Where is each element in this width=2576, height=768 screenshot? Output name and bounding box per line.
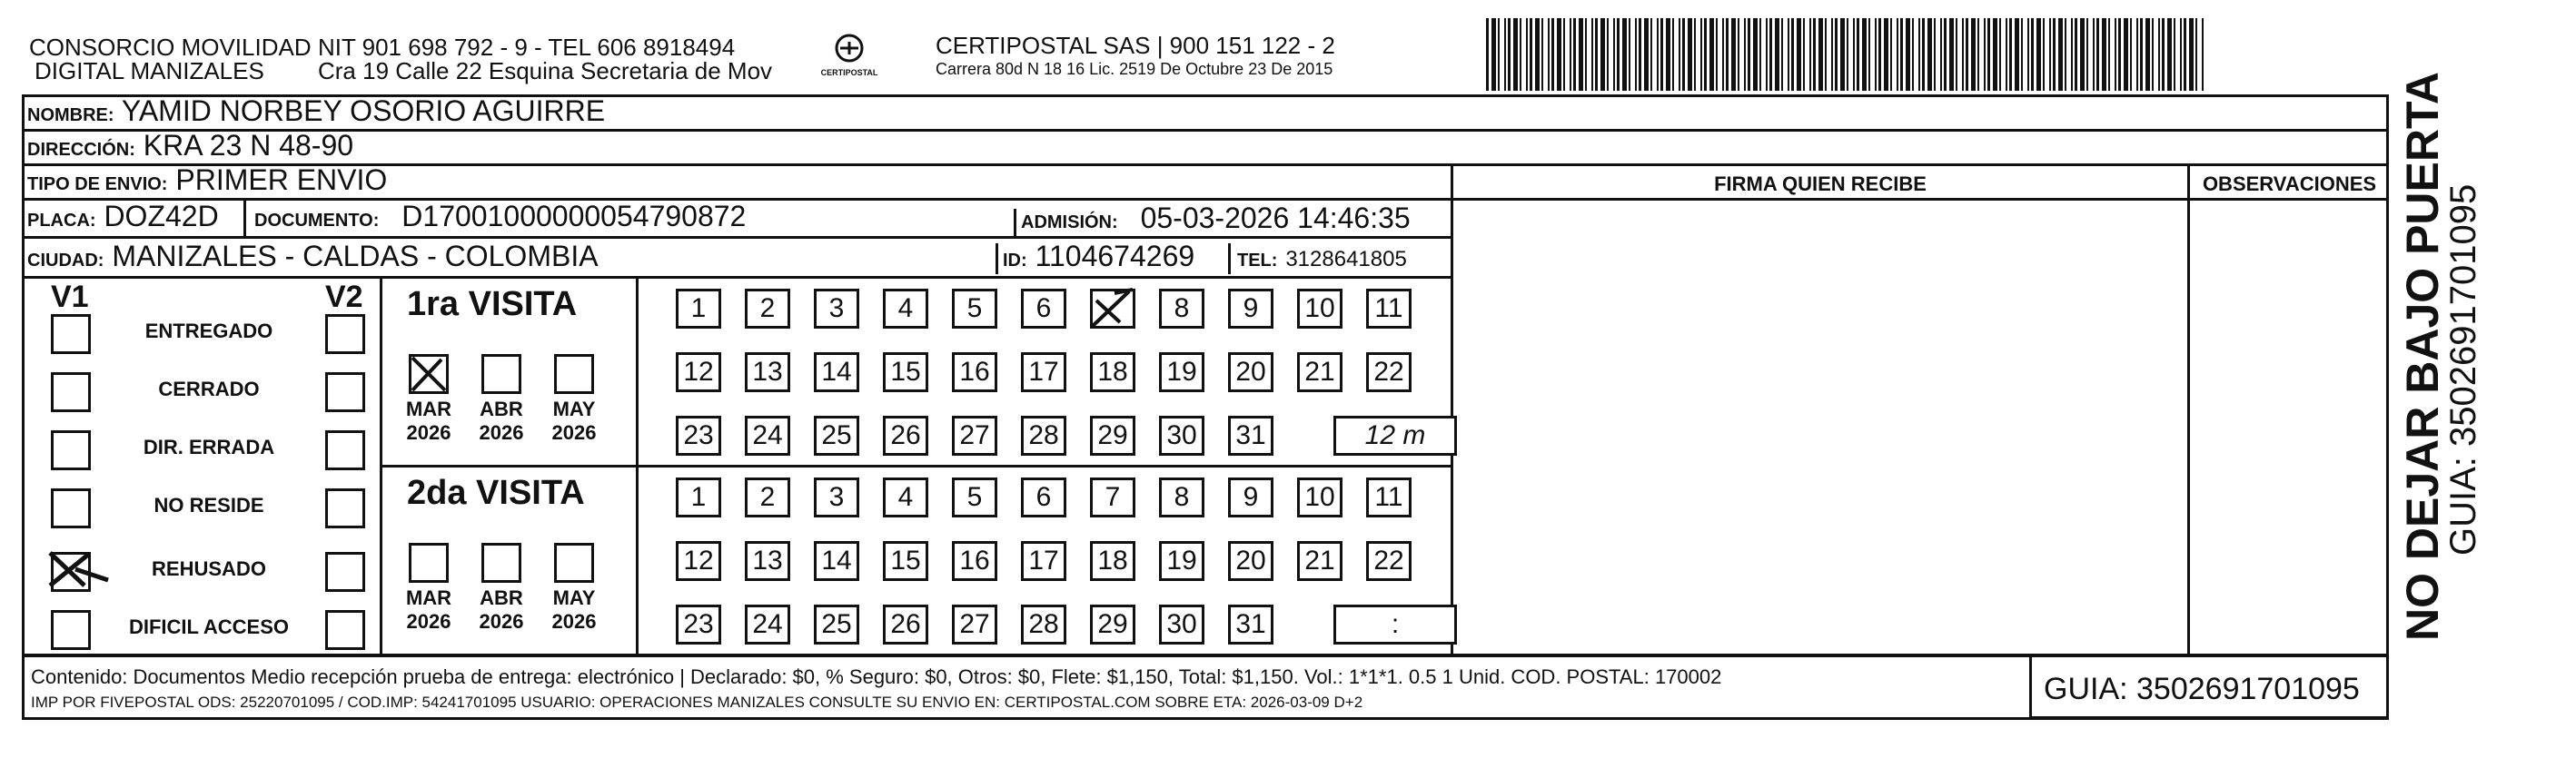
day-box[interactable]: 16 [952, 352, 997, 392]
v1-checkbox[interactable] [51, 372, 91, 412]
day-box[interactable]: 27 [952, 416, 997, 456]
footer-left-line [22, 654, 25, 719]
day-box[interactable]: 17 [1021, 541, 1066, 581]
status-label: ENTREGADO [144, 320, 273, 342]
month-checkbox[interactable] [554, 354, 594, 394]
day-box[interactable]: 2 [745, 289, 790, 329]
day-box[interactable]: 8 [1159, 289, 1204, 329]
tel-value: 3128641805 [1285, 247, 1407, 271]
day-box[interactable]: 22 [1366, 541, 1412, 581]
day-box[interactable]: 24 [745, 605, 790, 645]
company-name-line2: DIGITAL MANIZALES [35, 57, 264, 84]
day-box[interactable]: 29 [1090, 416, 1135, 456]
no-dejar-bajo-puerta: NO DEJAR BAJO PUERTA [2397, 72, 2448, 641]
nombre-value: YAMID NORBEY OSORIO AGUIRRE [121, 94, 606, 127]
day-box[interactable]: 5 [952, 289, 997, 329]
day-box[interactable]: 3 [814, 478, 859, 517]
status-label: DIR. ERRADA [143, 436, 275, 458]
month-label: ABR 2026 [479, 398, 524, 444]
day-box[interactable]: 29 [1090, 605, 1135, 645]
side-guia: GUIA: 3502691701095 [2443, 183, 2483, 556]
ciudad-row [27, 240, 599, 277]
month-checkbox[interactable] [481, 543, 521, 583]
day-box[interactable]: 4 [883, 289, 928, 329]
month-label: MAY 2026 [551, 586, 597, 633]
carrier-line2: Carrera 80d N 18 16 Lic. 2519 De Octubre 23 De 2015 [936, 60, 1333, 78]
placa-row [27, 200, 219, 237]
direccion-row [27, 129, 353, 166]
ciudad-label: CIUDAD: [27, 251, 104, 271]
check-mark-icon [409, 354, 449, 394]
month-checkbox[interactable] [554, 543, 594, 583]
status-label: REHUSADO [152, 557, 266, 580]
day-box[interactable]: 26 [883, 605, 928, 645]
day-box[interactable]: 19 [1159, 352, 1204, 392]
direccion-value: KRA 23 N 48-90 [143, 129, 354, 162]
day-box[interactable]: 16 [952, 541, 997, 581]
day-box[interactable]: 12 [676, 541, 721, 581]
day-box[interactable]: 14 [814, 541, 859, 581]
day-box[interactable]: 11 [1366, 478, 1412, 517]
v1-label: V1 [51, 280, 89, 314]
day-box[interactable]: 18 [1090, 352, 1135, 392]
day-box[interactable]: 7 [1090, 478, 1135, 517]
day-box[interactable]: 6 [1021, 478, 1066, 517]
day-box[interactable]: 18 [1090, 541, 1135, 581]
placa-label: PLACA: [27, 211, 96, 231]
day-box[interactable]: 2 [745, 478, 790, 517]
company-name-line1: CONSORCIO MOVILIDAD [29, 34, 312, 61]
barcode [1486, 18, 2204, 91]
day-box[interactable]: 9 [1228, 478, 1273, 517]
v2-checkbox[interactable] [325, 372, 365, 412]
column-divider [1451, 163, 1453, 655]
placa-value: DOZ42D [104, 200, 219, 232]
tipo-envio-row [27, 163, 387, 201]
day-box[interactable]: 3 [814, 289, 859, 329]
day-box[interactable]: 10 [1297, 289, 1342, 329]
day-box[interactable]: 10 [1297, 478, 1342, 517]
observaciones-header: OBSERVACIONES [2202, 172, 2377, 195]
admision-divider [1014, 209, 1016, 236]
tipo-envio-value: PRIMER ENVIO [175, 163, 388, 196]
month-checkbox[interactable] [409, 354, 449, 394]
firma-header: FIRMA QUIEN RECIBE [1714, 172, 1927, 195]
documento-row [254, 200, 746, 237]
v2-label: V2 [325, 280, 363, 314]
admision-row [1021, 202, 1411, 239]
admision-label: ADMISIÓN: [1021, 212, 1118, 232]
certipostal-logo-icon [829, 33, 869, 64]
first-visit-title: 1ra VISITA [407, 285, 578, 323]
day-box[interactable]: 13 [745, 352, 790, 392]
documento-label: DOCUMENTO: [254, 211, 380, 231]
day-box[interactable]: 13 [745, 541, 790, 581]
v1-checkbox[interactable] [51, 314, 91, 354]
day-box[interactable]: 30 [1159, 605, 1204, 645]
documento-value: D17001000000054790872 [401, 200, 747, 232]
day-box[interactable]: 25 [814, 605, 859, 645]
day-box[interactable]: 31 [1228, 605, 1273, 645]
day-box[interactable]: 20 [1228, 352, 1273, 392]
v1-checkbox[interactable] [51, 610, 91, 650]
visit-divider [380, 465, 1451, 468]
carrier-line1: CERTIPOSTAL SAS | 900 151 122 - 2 [936, 32, 1335, 59]
v2-checkbox[interactable] [325, 552, 365, 592]
day-box[interactable]: 22 [1366, 352, 1412, 392]
v2-checkbox[interactable] [325, 488, 365, 528]
day-box[interactable]: 9 [1228, 289, 1273, 329]
day-box[interactable]: 28 [1021, 605, 1066, 645]
status-label: CERRADO [158, 378, 260, 400]
status-label: DIFICIL ACCESO [128, 615, 289, 638]
tel-label: TEL: [1237, 251, 1278, 271]
month-label: MAY 2026 [551, 398, 597, 444]
day-box[interactable]: 23 [676, 416, 721, 456]
status-label: NO RESIDE [154, 494, 264, 517]
v1-checkbox[interactable] [51, 430, 91, 470]
visit-months-divider [636, 276, 639, 655]
nit-line: NIT 901 698 792 - 9 - TEL 606 8918494 [318, 34, 736, 61]
contenido-line: Contenido: Documentos Medio recepción prueba de entrega: electrónico | Declarado: $0, % Seguro: $0, Otros: $0, Flete: $1,150, Total: $1,150. Vol.: 1*1*1. 0.5 1 Unid. COD. POSTAL: 170002 [31, 665, 1722, 688]
check-mark-icon [48, 549, 103, 589]
tel-row [1237, 240, 1407, 277]
guia-box-text: GUIA: 3502691701095 [2044, 672, 2360, 706]
address-line: Cra 19 Calle 22 Esquina Secretaria de Mov [318, 57, 773, 84]
day-box[interactable]: 15 [883, 352, 928, 392]
day-box[interactable]: 11 [1366, 289, 1412, 329]
time-box[interactable]: : [1333, 605, 1457, 645]
direccion-label: DIRECCIÓN: [27, 140, 135, 160]
day-box[interactable]: 30 [1159, 416, 1204, 456]
day-box[interactable]: 4 [883, 478, 928, 517]
day-box[interactable]: 24 [745, 416, 790, 456]
day-box[interactable]: 25 [814, 416, 859, 456]
logo-text: CERTIPOSTAL [820, 68, 878, 77]
v1-checkbox[interactable] [51, 488, 91, 528]
v2-checkbox[interactable] [325, 314, 365, 354]
id-value: 1104674269 [1035, 240, 1195, 272]
day-box[interactable]: 28 [1021, 416, 1066, 456]
id-label: ID: [1003, 251, 1027, 271]
day-box[interactable]: 26 [883, 416, 928, 456]
day-box[interactable]: 1 [676, 289, 721, 329]
column-divider [2187, 163, 2190, 655]
day-box[interactable]: 23 [676, 605, 721, 645]
nombre-label: NOMBRE: [27, 105, 114, 125]
day-box[interactable]: 27 [952, 605, 997, 645]
certipostal-logo [808, 33, 890, 82]
nombre-row [27, 94, 605, 132]
v2-checkbox[interactable] [325, 430, 365, 470]
day-box[interactable]: 1 [676, 478, 721, 517]
day-box[interactable]: 6 [1021, 289, 1066, 329]
tel-divider [1228, 243, 1231, 274]
day-box[interactable] [1090, 289, 1135, 329]
day-box[interactable]: 20 [1228, 541, 1273, 581]
day-box[interactable]: 12 [676, 352, 721, 392]
month-label: ABR 2026 [479, 586, 524, 633]
tipo-envio-label: TIPO DE ENVIO: [27, 174, 168, 194]
month-label: MAR 2026 [405, 586, 452, 633]
row-divider [22, 654, 2389, 656]
day-box[interactable]: 15 [883, 541, 928, 581]
day-box[interactable]: 14 [814, 352, 859, 392]
time-box[interactable]: 12 m [1333, 416, 1457, 456]
day-box[interactable]: 21 [1297, 352, 1342, 392]
header [0, 0, 2576, 91]
id-row [1003, 240, 1194, 277]
imp-line: IMP POR FIVEPOSTAL ODS: 25220701095 / COD.IMP: 54241701095 USUARIO: OPERACIONES MANIZALES CONSULTE SU ENVIO EN: CERTIPOSTAL.COM SOBRE ETA: 2026-03-09 D+2 [31, 694, 1363, 711]
admision-value: 05-03-2026 14:46:35 [1140, 202, 1411, 234]
v1-checkbox[interactable] [51, 552, 91, 592]
id-divider [996, 243, 998, 274]
v2-checkbox[interactable] [325, 610, 365, 650]
day-box[interactable]: 5 [952, 478, 997, 517]
second-visit-title: 2da VISITA [407, 474, 585, 512]
day-box[interactable]: 19 [1159, 541, 1204, 581]
day-mark-icon [1087, 286, 1138, 331]
day-box[interactable]: 17 [1021, 352, 1066, 392]
month-checkbox[interactable] [481, 354, 521, 394]
month-checkbox[interactable] [409, 543, 449, 583]
month-label: MAR 2026 [405, 398, 452, 444]
placa-divider [243, 200, 246, 236]
ciudad-value: MANIZALES - CALDAS - COLOMBIA [112, 240, 599, 272]
day-box[interactable]: 31 [1228, 416, 1273, 456]
footer-bottom-line [22, 717, 2389, 720]
day-box[interactable]: 21 [1297, 541, 1342, 581]
day-box[interactable]: 8 [1159, 478, 1204, 517]
